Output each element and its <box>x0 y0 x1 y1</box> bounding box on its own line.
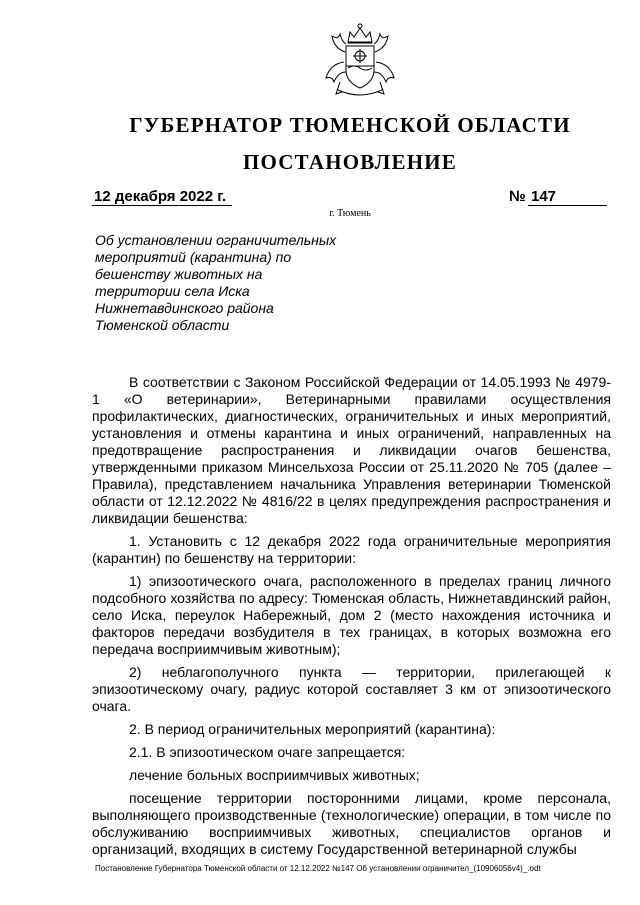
page-footer: Постановление Губернатора Тюменской области от 12.12.2022 №147 Об установлении ограничител_(10906056v4)_.odt <box>95 864 541 873</box>
body-paragraph: 2. В период ограничительных мероприятий (карантина): <box>129 721 496 737</box>
title-line: территории села Иска <box>95 283 250 299</box>
body-paragraph: лечение больных восприимчивых животных; <box>129 767 420 783</box>
document-body <box>92 374 611 858</box>
title-line: Об установлении ограничительных <box>95 232 337 248</box>
document-date: 12 декабря 2022 г. <box>92 188 232 206</box>
title-line: мероприятий (карантина) по <box>95 249 292 265</box>
document-title <box>95 232 355 334</box>
body-paragraph: 2) неблагополучного пункта — территории, прилегающей к эпизоотическому очагу, радиус которой составляет 3 км от эпизоотического очага. <box>92 664 611 714</box>
body-paragraph: 1. Установить с 12 декабря 2022 года ограничительные мероприятия (карантин) по бешенству на территории: <box>92 533 611 566</box>
body-paragraph: 2.1. В эпизоотическом очаге запрещается: <box>129 744 406 760</box>
coat-of-arms-emblem <box>318 22 402 100</box>
body-paragraph: посещение территории посторонними лицами, кроме персонала, выполняющего производственные (технологические) операции, в том числе по обслуживанию восприимчивых животных, специалистов органов и организаций, входящих в систему Государственной ветеринарной службы <box>92 790 611 857</box>
title-line: Тюменской области <box>95 317 230 333</box>
document-number: 147 <box>528 188 607 206</box>
title-line: Нижнетавдинского района <box>95 300 274 316</box>
preamble-paragraph: В соответствии с Законом Российской Федерации от 14.05.1993 № 4979-1 «О ветеринарии», Ветеринарными правилами осуществления профилактических, диагностических, ограничительных и иных мероприятий, установления и отмены карантина и иных ограничений, направленных на предотвращение распространения и ликвидации очагов бешенства, утвержденными приказом Минсельхоза России от 25.11.2020 № 705 (далее – Правила), представлением начальника Управления ветеринарии Тюменской области от 12.12.2022 № 4816/22 в целях предупреждения распространения и ликвидации бешенства: <box>92 374 611 526</box>
number-sign: № <box>509 188 526 205</box>
issuing-authority: ГУБЕРНАТОР ТЮМЕНСКОЙ ОБЛАСТИ <box>129 113 571 137</box>
body-paragraph: 1) эпизоотического очага, расположенного в пределах границ личного подсобного хозяйства по адресу: Тюменская область, Нижнетавдинский район, село Иска, переулок Набережный, дом 2 (место нахождения источника и факторов передачи возбудителя в тех границах, в которых возможна его передача восприимчивым животным); <box>92 573 611 657</box>
title-line: бешенству животных на <box>95 266 263 282</box>
document-type: ПОСТАНОВЛЕНИЕ <box>242 150 458 174</box>
document-city: г. Тюмень <box>329 208 371 219</box>
